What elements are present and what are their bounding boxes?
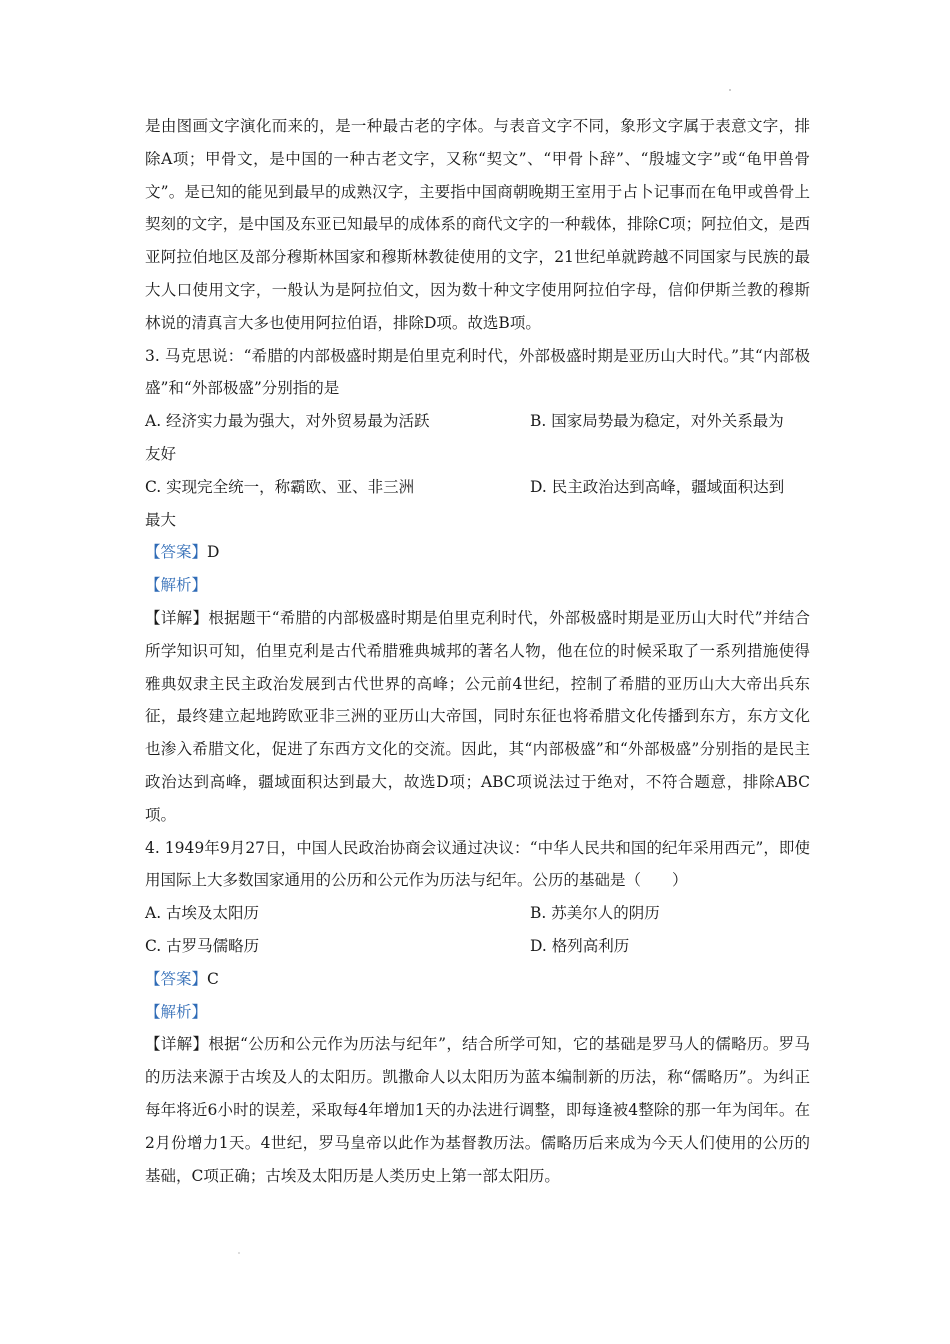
question-4-options-row-1 [145,897,810,930]
q3-option-a: A. 经济实力最为强大，对外贸易最为活跃 [145,412,430,431]
q4-detail [145,1028,810,1192]
q4-option-c: C. 古罗马儒略历 [145,936,260,955]
answer-value: C [207,969,219,988]
analysis-tag: 【解析】 [145,576,208,595]
answer-value: D [207,543,220,562]
scan-dot [729,89,731,91]
q3-option-d-continuation: 最大 [145,510,177,529]
q3-option-c: C. 实现完全统一，称霸欧、亚、非三洲 [145,477,415,496]
detail-text: 根据题干“希腊的内部极盛时期是伯里克利时代，外部极盛时期是亚历山大时代”并结合所学知识可知，伯里克利是古代希腊雅典城邦的著名人物，他在位的时候采取了一系列措施使得雅典奴隶主民主政治发展到古代世界的高峰；公元前4世纪，控制了希腊的亚历山大大帝出兵东征，最终建立起地跨欧亚非三洲的亚历山大帝国，同时东征也将希腊文化传播到东方，东方文化也渗入希腊文化，促进了东西方文化的交流。因此，其“内部极盛”和“外部极盛”分别指的是民主政治达到高峰，疆域面积达到最大，故选D项；ABC项说法过于绝对，不符合题意，排除ABC项。 [145,608,810,824]
answer-tag: 【答案】 [145,969,208,988]
q4-option-d: D. 格列高利历 [530,936,630,955]
q3-option-b-continuation: 友好 [145,444,177,463]
document-body [145,110,810,1192]
question-3-options-row-1 [145,405,810,438]
question-4-stem: 4. 1949年9月27日，中国人民政治协商会议通过决议：“中华人民共和国的纪年采用西元”，即使用国际上大多数国家通用的公历和公元作为历法与纪年。公历的基础是（ ） [145,838,810,890]
q4-option-a: A. 古埃及太阳历 [145,904,260,923]
detail-tag: 【详解】 [145,608,209,627]
answer-tag: 【答案】 [145,543,208,562]
scan-dot [238,1252,240,1254]
q4-answer [145,963,810,996]
question-3-options-row-2 [145,471,810,504]
question-4-options-row-2 [145,930,810,963]
intro-paragraph: 是由图画文字演化而来的，是一种最古老的字体。与表音文字不同，象形文字属于表意文字，排除A项；甲骨文，是中国的一种古老文字，又称“契文”、“甲骨卜辞”、“殷墟文字”或“龟甲兽骨文”。是已知的能见到最早的成熟汉字，主要指中国商朝晚期王室用于占卜记事而在龟甲或兽骨上契刻的文字，是中国及东亚已知最早的成体系的商代文字的一种载体，排除C项；阿拉伯文，是西亚阿拉伯地区及部分穆斯林国家和穆斯林教徒使用的文字，21世纪单就跨越不同国家与民族的最大人口使用文字，一般认为是阿拉伯文，因为数十种文字使用阿拉伯字母，信仰伊斯兰教的穆斯林说的清真言大多也使用阿拉伯语，排除D项。故选B项。 [145,117,810,332]
q3-detail [145,602,810,832]
question-3-stem: 3. 马克思说：“希腊的内部极盛时期是伯里克利时代，外部极盛时期是亚历山大时代。”其“内部极盛”和“外部极盛”分别指的是 [145,346,810,398]
q3-answer [145,536,810,569]
detail-text: 根据“公历和公元作为历法与纪年”，结合所学可知，它的基础是罗马人的儒略历。罗马的历法来源于古埃及人的太阳历。凯撒命人以太阳历为蓝本编制新的历法，称“儒略历”。为纠正每年将近6小时的误差，采取每4年增加1天的办法进行调整，即每逢被4整除的那一年为闰年。在2月份增力1天。4世纪，罗马皇帝以此作为基督教历法。儒略历后来成为今天人们使用的公历的基础，C项正确；古埃及太阳历是人类历史上第一部太阳历。 [145,1035,810,1185]
q3-option-d: D. 民主政治达到高峰，疆域面积达到 [530,477,785,496]
q3-analysis-heading [145,569,810,602]
detail-tag: 【详解】 [145,1035,209,1054]
q4-analysis-heading [145,996,810,1029]
q3-option-b: B. 国家局势最为稳定，对外关系最为 [530,412,784,431]
q4-option-b: B. 苏美尔人的阴历 [530,904,660,923]
analysis-tag: 【解析】 [145,1002,208,1021]
